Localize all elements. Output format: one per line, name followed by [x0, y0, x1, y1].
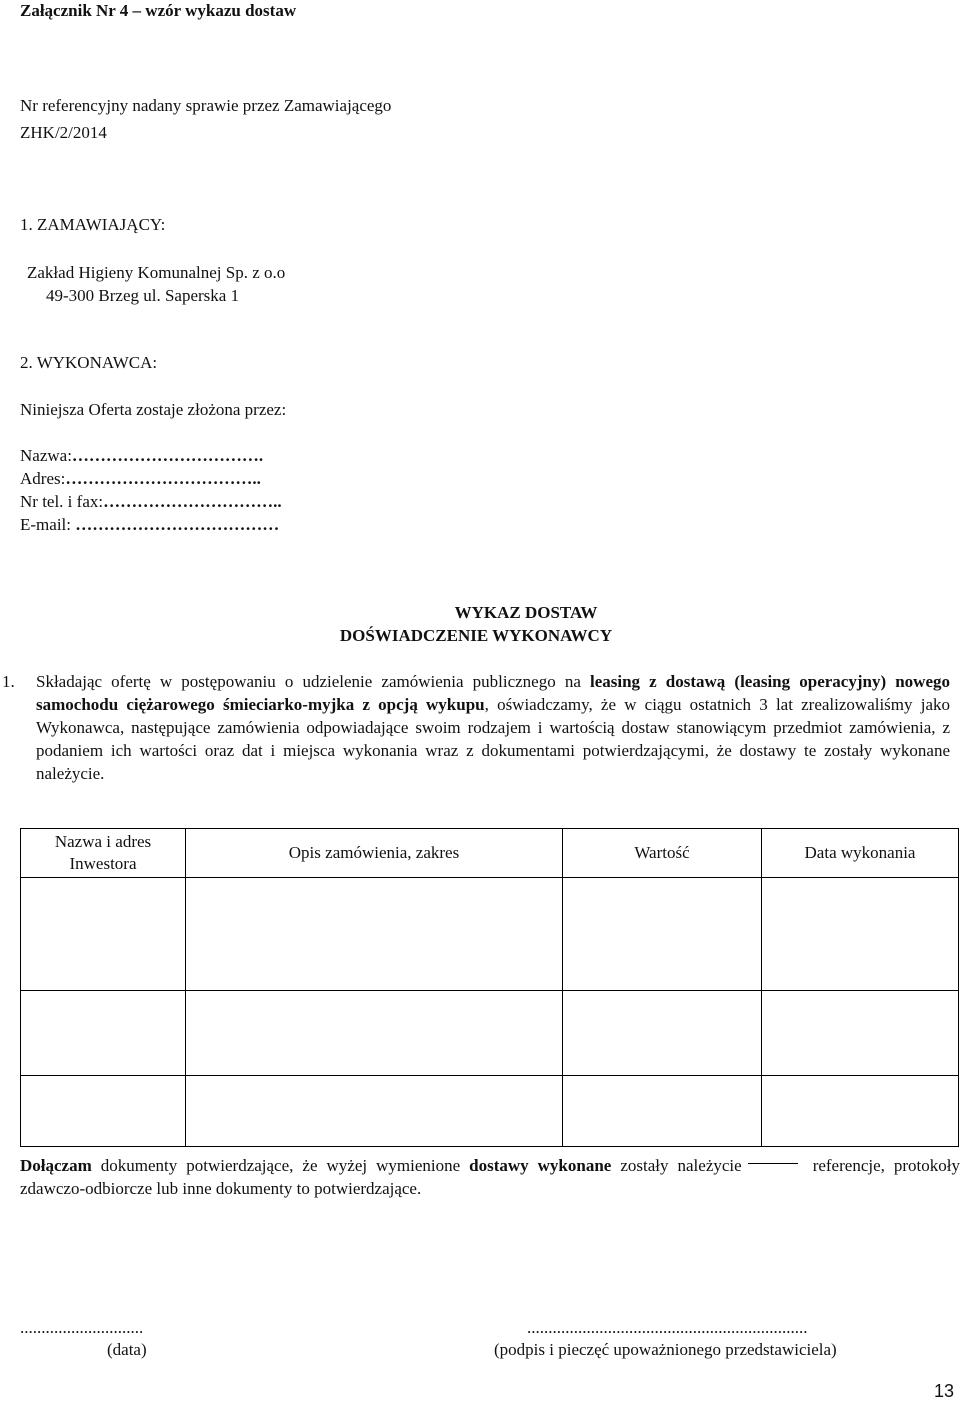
paragraph-text-1: Składając ofertę w postępowaniu o udzielenie zamówienia publicznego na: [36, 672, 590, 691]
email-dots: ………………………………: [75, 515, 280, 534]
table-cell[interactable]: [563, 991, 762, 1076]
table-cell[interactable]: [21, 878, 186, 991]
paragraph-bold-subject: leasing z dostawą (leasing operacyjny) nowego samochodu ciężarowego śmieciarko-myjka z opcją wykupu: [36, 672, 950, 714]
paragraph-number: 1.: [2, 672, 15, 691]
header-date: Data wykonania: [762, 829, 959, 878]
name-dots: …………………………….: [71, 446, 264, 465]
section-title-line1: WYKAZ DOSTAW: [454, 603, 598, 622]
section-title-line2: DOŚWIADCZENIE WYKONAWCY: [339, 626, 613, 645]
table-cell[interactable]: [762, 878, 959, 991]
table-cell[interactable]: [762, 1076, 959, 1147]
attachments-text-1: dokumenty potwierdzające, że wyżej wymienione: [91, 1156, 470, 1175]
header-value: Wartość: [563, 829, 762, 878]
attachments-bold-2: dostawy wykonane: [469, 1156, 612, 1175]
page-number: 13: [933, 1381, 954, 1401]
table-cell[interactable]: [21, 991, 186, 1076]
table-cell[interactable]: [186, 1076, 563, 1147]
reference-number: ZHK/2/2014: [20, 123, 107, 142]
name-field-row: [20, 445, 263, 467]
phone-dots: …………………………..: [103, 492, 282, 511]
address-label: Adres:: [20, 469, 66, 488]
address-field-row: [20, 468, 261, 490]
table-row: [21, 991, 959, 1076]
document-title: Załącznik Nr 4 – wzór wykazu dostaw: [20, 1, 297, 20]
name-label: Nazwa:: [20, 446, 72, 465]
declaration-paragraph: [36, 670, 950, 785]
phone-label: Nr tel. i fax:: [20, 492, 104, 511]
table-cell[interactable]: [762, 991, 959, 1076]
table-header-row: [21, 829, 959, 878]
reference-line: Nr referencyjny nadany sprawie przez Zamawiającego: [20, 96, 392, 115]
paragraph-text-2: , oświadczamy, że w ciągu ostatnich 3 lat zrealizowaliśmy jako Wykonawca, następujące zamówienia odpowiadające swoim rodzajem i wartością dostaw stanowiącym przedmiot zamówienia, z podaniem ich wartości oraz dat i miejsca wykonania wraz z dokumentami potwierdzającymi, że dostawy te zostały wykonane należycie.: [36, 695, 950, 783]
table-cell[interactable]: [186, 878, 563, 991]
date-label: (data): [107, 1340, 147, 1359]
email-field-row: [20, 514, 279, 536]
table-row: [21, 878, 959, 991]
email-label: E-mail:: [20, 515, 71, 534]
deliveries-table: [20, 828, 959, 1147]
zamawiajacy-address: 49-300 Brzeg ul. Saperska 1: [46, 286, 240, 305]
header-description: Opis zamówienia, zakres: [186, 829, 563, 878]
attachments-text-2: zostały należycie: [611, 1156, 742, 1175]
wykonawca-intro: Niniejsza Oferta zostaje złożona przez:: [20, 400, 287, 419]
zamawiajacy-name: Zakład Higieny Komunalnej Sp. z o.o: [27, 263, 286, 282]
table-cell[interactable]: [563, 1076, 762, 1147]
header-investor: Nazwa i adres Inwestora: [21, 829, 186, 878]
em-dash-line: [748, 1163, 798, 1164]
address-dots: ……………………………..: [65, 469, 261, 488]
table-cell[interactable]: [563, 878, 762, 991]
attachments-statement: [20, 1154, 960, 1200]
table-row: [21, 1076, 959, 1147]
attachments-text-3: referencje, protokoły zdawczo-odbiorcze lub inne dokumenty to potwierdzające.: [20, 1156, 960, 1198]
wykonawca-heading: 2. WYKONAWCA:: [20, 353, 158, 372]
signature-label: (podpis i pieczęć upoważnionego przedstawiciela): [494, 1340, 837, 1359]
signature-dots: ..................................................................: [527, 1318, 808, 1337]
table-cell[interactable]: [21, 1076, 186, 1147]
date-dots: .............................: [20, 1318, 144, 1337]
zamawiajacy-heading: 1. ZAMAWIAJĄCY:: [20, 215, 166, 234]
table-cell[interactable]: [186, 991, 563, 1076]
phone-field-row: [20, 491, 282, 513]
attachments-bold-1: Dołączam: [20, 1156, 92, 1175]
